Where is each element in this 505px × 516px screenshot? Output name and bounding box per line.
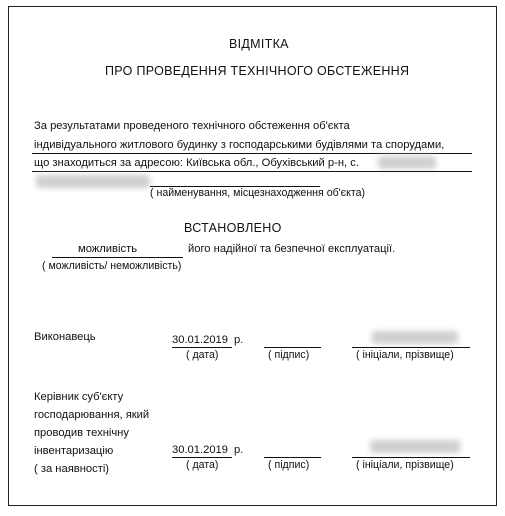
head-caption-name: ( ініціали, прізвище) [356, 459, 454, 471]
head-date: 30.01.2019 [172, 444, 228, 456]
redacted-address [36, 175, 150, 188]
redacted-executor-name [372, 331, 458, 344]
underline-executor-sign [264, 347, 321, 348]
established-heading: ВСТАНОВЛЕНО [184, 221, 282, 235]
executor-label: Виконавець [34, 331, 96, 343]
executor-caption-name: ( ініціали, прізвище) [356, 349, 454, 361]
redacted-village [378, 156, 436, 169]
established-value: можливість [78, 243, 138, 255]
established-text: його надійної та безпечної експлуатації. [188, 243, 396, 255]
head-label-4: інвентаризацію [34, 445, 114, 457]
head-label-1: Керівник суб'єкту [34, 391, 124, 403]
underline-line-3 [32, 171, 472, 172]
document-subtitle: ПРО ПРОВЕДЕННЯ ТЕХНІЧНОГО ОБСТЕЖЕННЯ [105, 64, 410, 78]
body-line-3: що знаходиться за адресою: Київська обл., Обухівський р-н, с. [34, 157, 359, 169]
underline-head-name [352, 457, 470, 458]
body-line-2: індивідуального житлового будинку з господарськими будівлями та спорудами, [34, 139, 445, 151]
caption-object: ( найменування, місцезнаходження об'єкта) [150, 187, 365, 199]
head-date-suffix: р. [234, 444, 244, 456]
executor-caption-date: ( дата) [186, 349, 219, 361]
executor-date-suffix: р. [234, 334, 244, 346]
head-label-2: господарювання, який [34, 409, 150, 421]
head-label-3: проводив технічну [34, 427, 129, 439]
document-title: ВІДМІТКА [229, 37, 289, 51]
executor-date: 30.01.2019 [172, 334, 228, 346]
head-label-5: ( за наявності) [34, 463, 110, 475]
established-caption: ( можливість/ неможливість) [42, 260, 182, 272]
redacted-head-name [370, 440, 460, 453]
body-line-1: За результатами проведеного технічного обстеження об'єкта [34, 120, 350, 132]
executor-caption-sign: ( підпис) [268, 349, 310, 361]
underline-head-date [172, 457, 232, 458]
underline-head-sign [264, 457, 321, 458]
underline-established [52, 257, 183, 258]
underline-line-2 [32, 153, 472, 154]
head-caption-date: ( дата) [186, 459, 219, 471]
underline-executor-date [172, 347, 232, 348]
head-caption-sign: ( підпис) [268, 459, 310, 471]
underline-executor-name [352, 347, 470, 348]
